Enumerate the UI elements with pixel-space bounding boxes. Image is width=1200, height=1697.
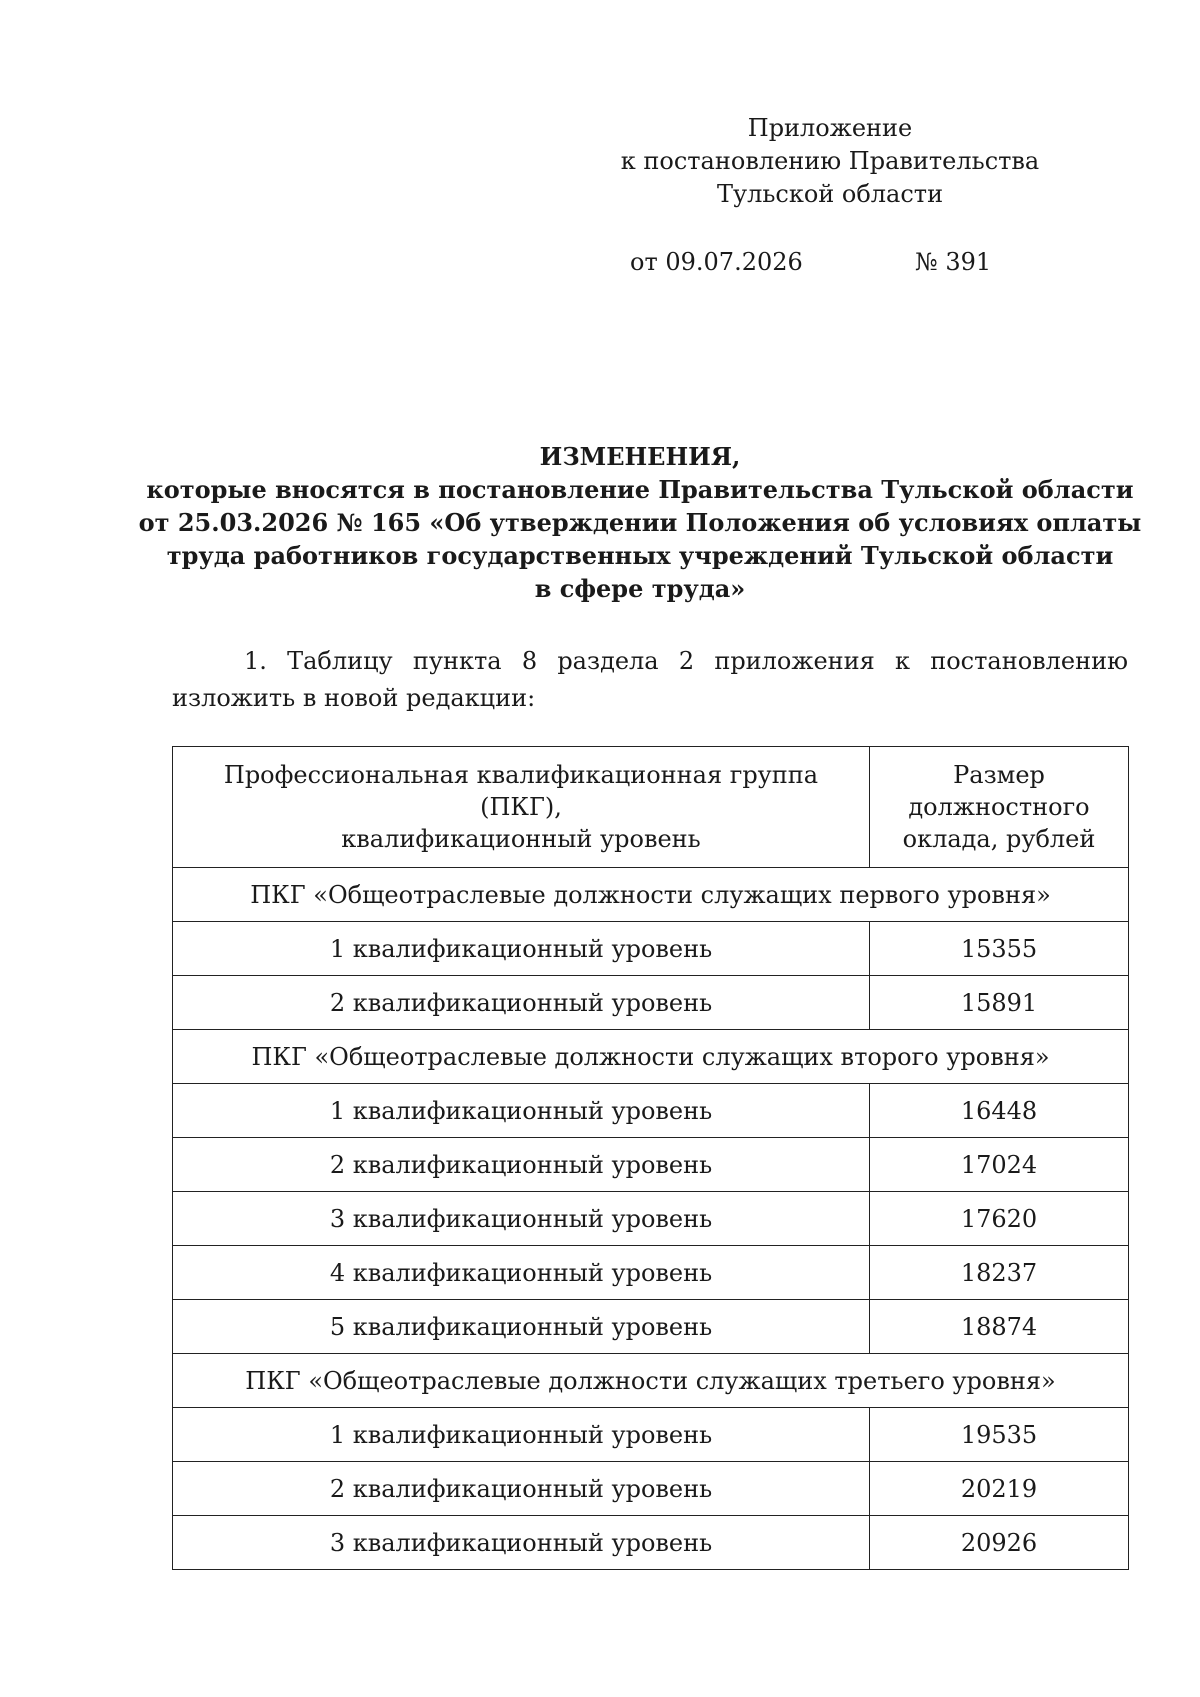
table-row [173,976,1129,1030]
table-row [173,1300,1129,1354]
header-salary-line2: должностного [908,793,1090,821]
resolution-number: № 391 [915,248,992,276]
table-row [173,1084,1129,1138]
level-cell: 3 квалификационный уровень [173,1516,870,1570]
document-title [120,440,1160,605]
table-header-row [173,747,1129,868]
table-row [173,1408,1129,1462]
group-row [173,1030,1129,1084]
appendix-label: Приложение [747,114,913,142]
group-name: ПКГ «Общеотраслевые должности служащих второго уровня» [173,1030,1129,1084]
appendix-block [600,112,1060,211]
table-row [173,1192,1129,1246]
resolution-date: от 09.07.2026 [630,248,803,276]
table-row [173,1516,1129,1570]
appendix-resolution-ref: к постановлению Правительства [620,147,1040,175]
level-cell: 1 квалификационный уровень [173,922,870,976]
salary-table [172,746,1129,1570]
title-line: от 25.03.2026 № 165 «Об утверждении Положения об условиях оплаты [138,508,1142,537]
level-cell: 5 квалификационный уровень [173,1300,870,1354]
level-cell: 4 квалификационный уровень [173,1246,870,1300]
header-salary [870,747,1129,868]
level-cell: 1 квалификационный уровень [173,1408,870,1462]
salary-cell: 19535 [870,1408,1129,1462]
salary-cell: 18237 [870,1246,1129,1300]
header-salary-line3: оклада, рублей [902,825,1096,853]
group-name: ПКГ «Общеотраслевые должности служащих третьего уровня» [173,1354,1129,1408]
level-cell: 2 квалификационный уровень [173,1138,870,1192]
table-row [173,1138,1129,1192]
level-cell: 2 квалификационный уровень [173,1462,870,1516]
group-row [173,1354,1129,1408]
salary-cell: 15355 [870,922,1129,976]
title-line: которые вносятся в постановление Правительства Тульской области [146,475,1134,504]
header-salary-line1: Размер [953,761,1045,789]
title-heading: ИЗМЕНЕНИЯ, [539,442,741,471]
salary-cell: 17620 [870,1192,1129,1246]
table-row [173,922,1129,976]
appendix-region: Тульской области [716,180,944,208]
level-cell: 1 квалификационный уровень [173,1084,870,1138]
level-cell: 3 квалификационный уровень [173,1192,870,1246]
header-group-level-line2: квалификационный уровень [341,825,701,853]
table-row [173,1246,1129,1300]
table-row [173,1462,1129,1516]
title-line: в сфере труда» [534,574,746,603]
group-name: ПКГ «Общеотраслевые должности служащих первого уровня» [173,868,1129,922]
salary-cell: 18874 [870,1300,1129,1354]
level-cell: 2 квалификационный уровень [173,976,870,1030]
salary-cell: 20219 [870,1462,1129,1516]
group-row [173,868,1129,922]
salary-cell: 17024 [870,1138,1129,1192]
salary-cell: 16448 [870,1084,1129,1138]
amendment-paragraph: 1. Таблицу пункта 8 раздела 2 приложения к постановлению изложить в новой редакции: [172,647,1128,712]
header-group-level [173,747,870,868]
header-group-level-line1: Профессиональная квалификационная группа (ПКГ), [223,761,819,821]
salary-cell: 15891 [870,976,1129,1030]
title-line: труда работников государственных учреждений Тульской области [166,541,1114,570]
salary-cell: 20926 [870,1516,1129,1570]
